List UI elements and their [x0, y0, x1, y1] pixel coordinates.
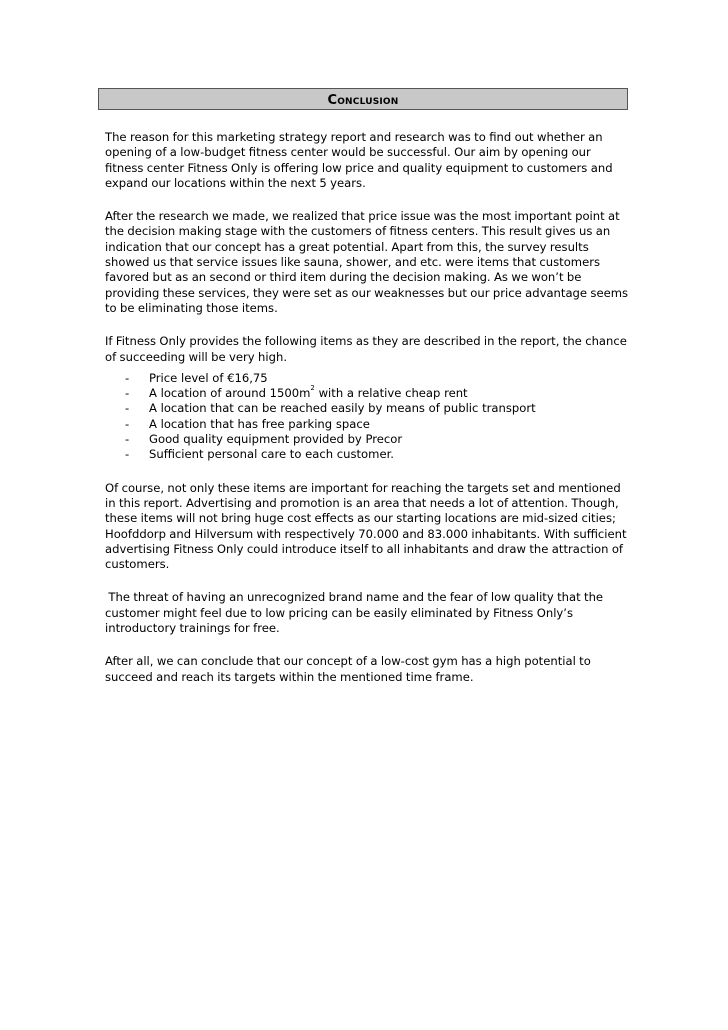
list-item-text: A location that can be reached easily by means of public transport: [149, 401, 536, 416]
paragraph-brand-threat: The threat of having an unrecognized brand name and the fear of low quality that the customer might feel due to low pricing can be easily eliminated by Fitness Only’s introductory trainings for free.: [105, 590, 607, 636]
paragraph-advertising: Of course, not only these items are important for reaching the targets set and mentioned in this report. Advertising and promotion is an area that needs a lot of attention. Though, these items will not bring huge cost effects as our starting locations are mid-sized cities; Hoofddorp and Hilversum with respectively 70.000 and 83.000 inhabitants. With sufficient advertising Fitness Only could introduce itself to all inhabitants and draw the attraction of customers.: [105, 480, 627, 572]
bullet-dash: -: [125, 401, 130, 416]
list-item: [105, 447, 630, 462]
bullet-dash: -: [125, 447, 130, 462]
list-item: [105, 432, 630, 447]
list-item-text: A location that has free parking space: [149, 416, 370, 431]
list-item-text: Good quality equipment provided by Precor: [149, 432, 403, 447]
success-conditions-list: [105, 371, 630, 463]
paragraph-final-conclusion: After all, we can conclude that our concept of a low-cost gym has a high potential to succeed and reach its targets within the mentioned time frame.: [105, 654, 591, 684]
section-heading-box: [98, 88, 628, 110]
section-heading: Conclusion: [327, 93, 399, 108]
list-item: [105, 371, 630, 386]
list-item-text-continued: with a relative cheap rent: [314, 386, 468, 401]
paragraph-conditions-intro: If Fitness Only provides the following items as they are described in the report, the chance of succeeding will be very high.: [105, 334, 627, 364]
bullet-dash: -: [125, 386, 130, 401]
list-item-text: A location of around 1500m: [149, 386, 311, 401]
bullet-dash: -: [125, 370, 130, 385]
list-item: [105, 401, 630, 416]
paragraph-research-findings: After the research we made, we realized that price issue was the most important point at the decision making stage with the customers of fitness centers. This result gives us an indication that our concept has a great potential. Apart from this, the survey results showed us that service issues like sauna, shower, and etc. were items that customers favored but as an second or third item during the decision making. As we won’t be providing these services, they were set as our weaknesses but our price advantage seems to be eliminating those items.: [105, 209, 629, 315]
list-item: [105, 386, 630, 401]
document-body: [105, 130, 630, 703]
list-item: [105, 417, 630, 432]
bullet-dash: -: [125, 432, 130, 447]
list-item-text: Sufficient personal care to each customer.: [149, 447, 394, 462]
list-item-text: Price level of €16,75: [149, 370, 268, 385]
bullet-dash: -: [125, 416, 130, 431]
superscript: 2: [310, 384, 315, 393]
paragraph-purpose: The reason for this marketing strategy report and research was to find out whether an opening of a low-budget fitness center would be successful. Our aim by opening our fitness center Fitness Only is offering low price and quality equipment to customers and expand our locations within the next 5 years.: [105, 130, 613, 190]
